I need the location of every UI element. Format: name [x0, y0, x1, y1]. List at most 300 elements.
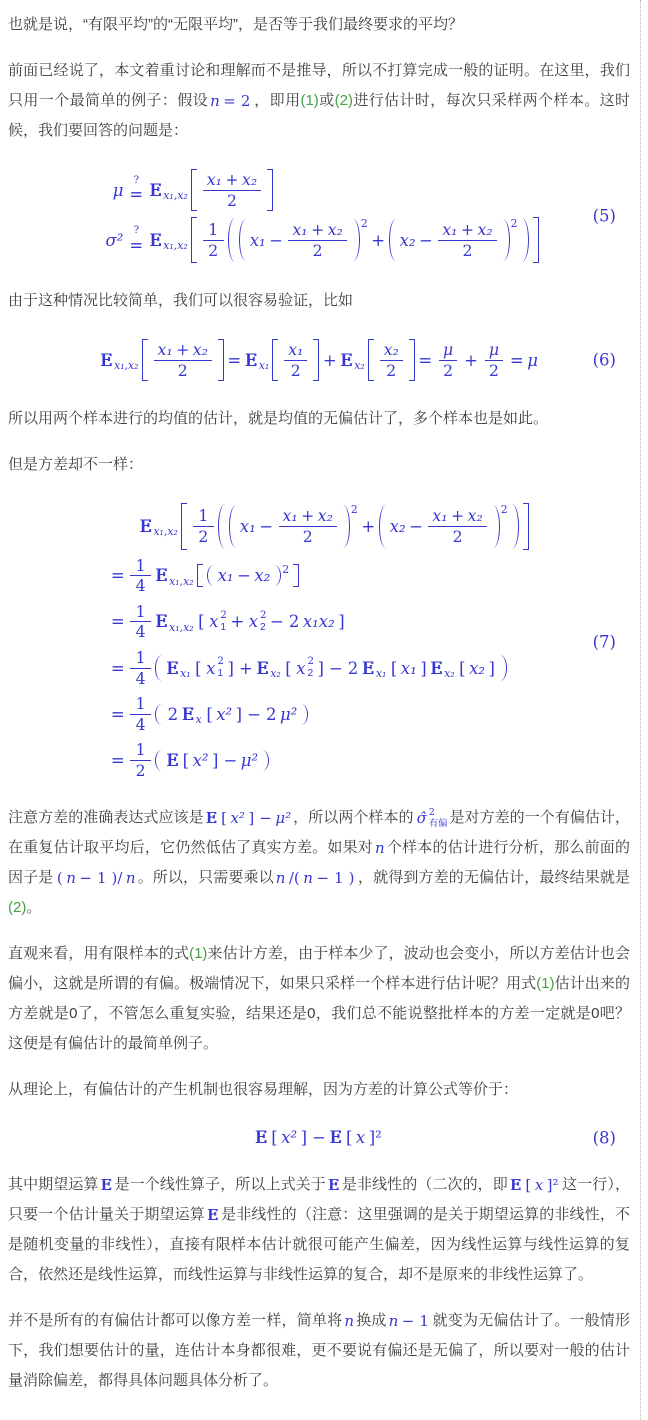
math-operator: 2: [265, 704, 277, 724]
text-run: 估计出来的方差就是0了，不管怎么重复实验，结果还是0，我们总不能说整批样本的方差一定就是0吧？这便是有偏估计的最简单例子。: [8, 975, 630, 1053]
math-superscript: 2: [217, 656, 224, 668]
equation-ref-link[interactable]: (1): [536, 975, 555, 993]
fraction: [154, 340, 212, 380]
math-operator: =: [227, 350, 242, 370]
fraction-numerator: [485, 340, 503, 361]
equation-number: (7): [592, 632, 616, 652]
bracket-group: [181, 503, 529, 549]
bracket-group: [142, 339, 224, 381]
equation-line: [108, 740, 270, 780]
math-operator: −: [328, 658, 343, 678]
math-operator: +: [238, 658, 253, 678]
math-operator: 1: [198, 506, 209, 526]
text-run: 也就是说，“有限平均”的“无限平均”，是否等于我们最终要求的平均？: [8, 16, 463, 33]
fraction-denominator: [457, 241, 478, 261]
math-var: n: [344, 1312, 355, 1331]
text-run: 其中期望运算: [8, 1176, 99, 1194]
left-bracket: [155, 655, 162, 681]
left-bracket: [228, 218, 235, 262]
math-var: x²: [281, 1128, 298, 1148]
math-var: x₂: [383, 340, 399, 360]
math-operator: −: [409, 517, 423, 537]
math-operator: 2: [443, 360, 454, 380]
math-var: x₂: [469, 658, 486, 678]
text-run: 并不是所有的有偏估计都可以像方差一样，简单将: [8, 1312, 343, 1330]
bracket-content: [206, 564, 291, 587]
equation-ref-link[interactable]: (2): [334, 92, 353, 109]
inline-math: [54, 869, 136, 887]
math-subscript: x₁: [375, 666, 387, 680]
equation-lines: [254, 1125, 385, 1150]
inline-math: [275, 869, 357, 887]
right-bracket: [313, 339, 319, 381]
math-operator: −: [247, 704, 261, 724]
math-operator: −: [418, 230, 433, 250]
math-var: x²: [192, 750, 209, 770]
math-operator: +: [176, 340, 190, 360]
math-operator: −: [259, 517, 274, 537]
bracket-content: [200, 217, 530, 263]
text-run: 但是方差却不一样：: [8, 456, 144, 474]
expectation-symbol: E E: [155, 612, 167, 631]
equation-line: [108, 503, 529, 549]
text-run: 是一个线性算子，所以上式关于: [114, 1176, 326, 1194]
bracket-group: [229, 505, 358, 547]
math-var: x²: [216, 704, 233, 724]
math-subscript: x₁,x₂: [114, 359, 139, 373]
math-superscript: 2: [360, 217, 368, 231]
left-bracket: [142, 339, 148, 381]
equation-ref-link[interactable]: (1): [189, 945, 208, 963]
math-subscript: x₂: [354, 359, 365, 373]
bracket-content: [200, 169, 264, 211]
fraction-denominator: [381, 361, 402, 381]
math-operator: 1: [135, 694, 146, 714]
math-operator: 1: [135, 601, 146, 621]
fraction: [130, 602, 151, 642]
sup-sub-stack: [248, 610, 267, 634]
question-equals: [129, 226, 143, 254]
expectation-symbol: E E: [430, 659, 442, 678]
math-operator: ]²: [546, 1176, 559, 1195]
bracket-group: [239, 219, 368, 261]
math-superscript: 2: [282, 563, 290, 577]
math-operator: −: [223, 750, 238, 770]
left-bracket: [191, 217, 197, 263]
paragraph: [8, 803, 630, 923]
math-operator: (: [56, 869, 63, 888]
math-operator: −: [316, 869, 330, 888]
text-run: 从理论上，有偏估计的产生机制也很容易理解，因为方差的计算公式等价于：: [8, 1081, 519, 1099]
math-operator: [: [221, 809, 227, 828]
right-bracket: [343, 505, 350, 547]
script-stack: [429, 808, 448, 829]
text-run: 。所以，只需要乘以: [137, 869, 274, 887]
fraction-numerator: [428, 506, 486, 527]
right-bracket: [503, 219, 510, 261]
inline-math: [209, 92, 253, 110]
expectation-symbol: E E: [206, 809, 217, 827]
fraction-numerator: [130, 602, 151, 623]
math-subscript: x₁,x₂: [169, 574, 194, 588]
right-bracket: [523, 503, 529, 549]
math-var: σ̂: [416, 809, 427, 828]
math-var: n: [303, 869, 313, 888]
math-subscript: 有偏: [428, 818, 448, 829]
fraction-denominator: [130, 622, 151, 642]
right-bracket: [218, 339, 224, 381]
fraction-numerator: [438, 220, 496, 241]
bracket-group: [218, 504, 519, 548]
text-run: 或: [318, 92, 335, 109]
math-superscript: 2: [220, 610, 227, 622]
math-subscript: x₁,x₂: [163, 239, 188, 253]
math-operator: −: [401, 1312, 415, 1331]
equation-line: [108, 694, 309, 734]
math-operator: =: [509, 350, 524, 370]
inline-math: [415, 808, 449, 829]
fraction-numerator: [130, 740, 151, 761]
fraction-numerator: [130, 556, 151, 577]
expectation-symbol: E E: [182, 705, 194, 724]
bracket-group: [191, 169, 273, 211]
text-run: 由于这种情况比较简单，我们可以很容易验证，比如: [8, 292, 354, 310]
math-operator: −: [270, 612, 284, 632]
text-run: 前面已经说了，本文着重讨论和理解而不是推导，所以不打算完成一般的证明。在这里，我们只用一个最简单的例子：假设: [8, 62, 630, 109]
math-var: x₂: [254, 566, 271, 586]
math-var: μ: [488, 340, 500, 360]
question-mark: ?: [133, 225, 140, 237]
bracket-content: [165, 704, 298, 725]
math-operator: 2: [167, 704, 179, 724]
math-operator: 2: [462, 240, 473, 260]
math-var: n: [388, 1312, 399, 1331]
fraction: [130, 740, 151, 780]
math-operator: =: [110, 658, 125, 678]
math-operator: −: [237, 566, 251, 586]
math-operator: 1: [334, 869, 344, 888]
fraction: [279, 506, 337, 546]
math-operator: +: [451, 506, 465, 526]
bracket-group: [379, 505, 508, 547]
math-superscript: 2: [350, 503, 358, 517]
math-operator: 4: [135, 622, 146, 642]
text-run: 所以用两个样本进行的均值的估计，就是均值的无偏估计了，多个样本也是如此。: [8, 410, 549, 428]
bracket-content: [165, 655, 497, 681]
equation-line: [99, 339, 539, 381]
text-run: 。: [26, 899, 42, 917]
text-run: 注意方差的准确表达式应该是: [8, 809, 204, 827]
expectation-symbol: E E: [155, 566, 167, 585]
fraction: [438, 220, 496, 260]
fraction-numerator: [284, 340, 307, 361]
math-subscript: 2: [307, 668, 314, 680]
fraction-denominator: [193, 527, 214, 547]
left-bracket: [389, 219, 396, 261]
math-var: x₂: [241, 170, 258, 189]
fraction-numerator: [203, 220, 224, 241]
equation-line: [98, 169, 274, 211]
math-operator: 1: [208, 220, 219, 240]
math-var: x: [209, 612, 219, 632]
math-operator: +: [460, 220, 475, 240]
math-operator: =: [110, 704, 125, 724]
inline-math: [327, 1176, 341, 1194]
text-run: 进行估计时，每次只采样两个样本。这时候，我们要回答的问题是：: [8, 92, 630, 139]
text-run: 个样本的估计进行分析，那么前面的因子是: [8, 839, 630, 887]
math-operator: 2: [312, 240, 323, 260]
expectation-symbol: E E: [100, 351, 112, 370]
math-operator: [: [459, 658, 466, 678]
math-var: μ: [112, 180, 124, 200]
math-operator: −: [79, 869, 92, 888]
math-operator: [: [195, 658, 202, 678]
bracket-content: [377, 339, 406, 381]
math-var: x₂: [317, 506, 333, 526]
bracket-content: [165, 750, 259, 771]
math-operator: 4: [135, 576, 146, 596]
math-var: σ²: [105, 230, 124, 250]
equation-line: [98, 217, 539, 263]
math-operator: +: [301, 506, 315, 526]
right-bracket: [500, 655, 507, 681]
bracket-content: [228, 504, 509, 548]
expectation-symbol: E E: [340, 351, 352, 370]
math-var: μ²: [240, 750, 259, 770]
math-var: x₁x₂: [302, 612, 335, 632]
bracket-group: [191, 217, 539, 263]
math-var: n: [210, 92, 220, 111]
math-operator: 1: [135, 740, 146, 760]
fraction: [130, 648, 151, 688]
expectation-symbol: E E: [245, 351, 257, 370]
bracket-content: [190, 503, 520, 549]
fraction-numerator: [380, 340, 403, 361]
fraction: [483, 340, 504, 380]
math-operator: ]: [420, 658, 427, 678]
math-var: x₁: [239, 517, 256, 537]
math-operator: ]: [212, 750, 219, 770]
fraction-denominator: [285, 361, 306, 381]
fraction-denominator: [483, 361, 504, 381]
script-stack: [217, 656, 224, 680]
math-var: x₁: [288, 340, 304, 360]
math-operator: +: [322, 350, 337, 370]
script-stack: [308, 656, 315, 680]
fraction-numerator: [203, 170, 261, 191]
right-bracket: [533, 217, 539, 263]
math-subscript: x₂: [444, 666, 455, 680]
math-operator: [: [271, 1128, 278, 1148]
left-bracket: [218, 504, 225, 548]
math-var: μ²: [279, 704, 298, 724]
left-bracket: [368, 339, 374, 381]
equation-lhs: [98, 231, 124, 250]
math-operator: ]: [338, 612, 345, 632]
math-var: x₂: [192, 340, 208, 360]
text-run: 是非线性的（注意：这里强调的是关于期望运算的非线性，不是随机变量的非线性），直接有限样本估计就很可能产生偏差，因为线性运算与线性运算的复合，依然还是线性运算，而线性运算与非线性运算的复合，却不是原来的非线性运算了。: [8, 1206, 630, 1284]
math-operator: +: [361, 517, 376, 537]
fraction-denominator: [221, 191, 242, 211]
bracket-group: [155, 704, 308, 725]
fraction: [288, 220, 346, 260]
math-operator: 1: [135, 647, 146, 667]
math-operator: [: [285, 658, 292, 678]
equals-sign: =: [129, 235, 144, 255]
fraction-denominator: [172, 361, 193, 381]
script-stack: [220, 610, 227, 634]
equation-number: (5): [592, 206, 616, 226]
math-operator: =: [418, 350, 433, 370]
math-var: μ: [527, 350, 538, 370]
equation-lines: [98, 166, 539, 266]
math-subscript: x₁,x₂: [153, 525, 178, 539]
text-run: 是对方差的一个有偏估计，在重复估计取平均后，它仍然低估了真实方差。如果对: [8, 809, 630, 857]
sup-sub-stack: [205, 656, 224, 680]
fraction: [284, 340, 307, 380]
fraction-denominator: [130, 576, 151, 596]
math-operator: −: [259, 809, 272, 828]
math-operator: +: [311, 220, 325, 240]
expectation-symbol: E E: [166, 751, 178, 770]
math-operator: 1: [135, 555, 146, 575]
paragraph: [8, 56, 630, 146]
sup-sub-stack: [416, 808, 448, 829]
expectation-symbol: E E: [207, 1206, 218, 1224]
left-bracket: [239, 219, 246, 261]
math-operator: [: [345, 1128, 353, 1148]
math-subscript: 2: [260, 621, 266, 633]
math-operator: −: [269, 230, 283, 250]
equation-number: (6): [592, 350, 616, 370]
math-operator: [: [206, 704, 213, 724]
math-operator: 4: [135, 668, 146, 688]
math-superscript: 2: [428, 806, 435, 818]
equation-line: [108, 602, 347, 642]
math-var: x₁: [282, 506, 298, 526]
right-bracket: [512, 504, 519, 548]
math-operator: 1: [96, 869, 107, 888]
equation-ref-link[interactable]: (2): [8, 899, 27, 917]
fraction-numerator: [193, 506, 214, 527]
text-run: ，所以两个样本的: [293, 809, 414, 827]
paragraph: [8, 450, 630, 480]
math-var: x: [355, 1128, 366, 1148]
fraction-denominator: [130, 761, 151, 781]
math-var: x₁: [206, 170, 222, 189]
fraction: [380, 340, 403, 380]
math-operator: ]: [300, 1128, 308, 1148]
left-bracket: [207, 565, 214, 586]
right-bracket: [353, 219, 360, 261]
math-var: n: [275, 869, 286, 888]
fraction-numerator: [439, 340, 457, 361]
expectation-symbol: E E: [149, 231, 161, 250]
left-bracket: [197, 564, 203, 587]
bracket-content: [151, 339, 215, 381]
sup-sub-stack: [295, 656, 314, 680]
left-bracket: [229, 505, 236, 547]
expectation-symbol: E E: [149, 181, 161, 200]
paragraph: [8, 939, 630, 1059]
math-operator: ]²: [368, 1128, 382, 1148]
question-equals: [129, 176, 143, 204]
script-stack: [260, 610, 267, 634]
text-run: 来估计方差，由于样本少了，波动也会变小，所以方差估计也会偏小，这就是所谓的有偏。极端情况下，如果只采样一个样本进行估计呢？用式: [8, 945, 630, 993]
math-var: x₂: [389, 517, 406, 537]
math-operator: 4: [135, 714, 146, 734]
math-var: x₁: [400, 658, 417, 678]
fraction-denominator: [297, 527, 318, 547]
sup-sub-stack: [208, 610, 227, 634]
math-var: x₁: [432, 506, 448, 526]
math-operator: 2: [177, 360, 188, 380]
bracket-content: [389, 505, 490, 547]
expectation-symbol: E E: [328, 1176, 339, 1194]
expectation-symbol: E E: [101, 1176, 112, 1194]
text-run: 直观来看，用有限样本的式: [8, 945, 190, 963]
equals-sign: =: [129, 185, 144, 205]
equation-ref-link[interactable]: (1): [300, 92, 319, 109]
fraction-denominator: [130, 715, 151, 735]
inline-math: [343, 1312, 355, 1330]
math-operator: [: [198, 612, 205, 632]
math-var: x₂: [327, 220, 343, 240]
math-operator: 2: [208, 240, 219, 260]
math-operator: 2: [240, 92, 251, 111]
math-operator: +: [225, 170, 239, 189]
math-operator: 2: [386, 360, 397, 380]
equation-block-5: [8, 162, 630, 270]
fraction-denominator: [203, 241, 224, 261]
math-var: x: [248, 612, 259, 632]
math-var: x₂: [399, 230, 416, 250]
expectation-symbol: E E: [139, 517, 151, 536]
paragraph: [8, 1170, 630, 1290]
math-var: x₂: [467, 506, 483, 526]
inline-math: [205, 809, 293, 827]
math-operator: /(: [288, 869, 300, 888]
math-operator: 2: [452, 527, 463, 547]
math-subscript: x₁: [180, 666, 191, 680]
math-operator: ]: [227, 658, 234, 678]
math-subscript: x₁: [258, 359, 270, 373]
expectation-symbol: E E: [256, 659, 268, 678]
math-var: x: [296, 658, 306, 678]
math-var: μ: [443, 340, 454, 360]
math-var: μ²: [275, 809, 292, 828]
left-bracket: [181, 503, 187, 549]
math-superscript: 2: [307, 656, 315, 668]
math-var: x₁: [157, 340, 173, 360]
math-subscript: 1: [217, 668, 224, 680]
text-run: 就变为无偏估计了。一般情形下，我们想要估计的量，连估计本身都很难，更不要说有偏还是无偏了，所以要对一般的估计量消除偏差，都得具体问题具体分析了。: [8, 1312, 630, 1390]
paragraph: [8, 286, 630, 316]
paragraph: [8, 10, 630, 40]
right-bracket: [262, 750, 269, 771]
math-operator: 2: [488, 360, 499, 380]
math-operator: [: [182, 750, 190, 770]
fraction-numerator: [154, 340, 212, 361]
math-operator: +: [230, 612, 245, 632]
math-operator: ]: [235, 704, 243, 724]
bracket-group: [389, 219, 518, 261]
fraction-denominator: [438, 361, 459, 381]
fraction: [130, 694, 151, 734]
left-bracket: [155, 750, 162, 771]
bracket-group: [368, 339, 415, 381]
math-var: x₁: [217, 566, 234, 586]
